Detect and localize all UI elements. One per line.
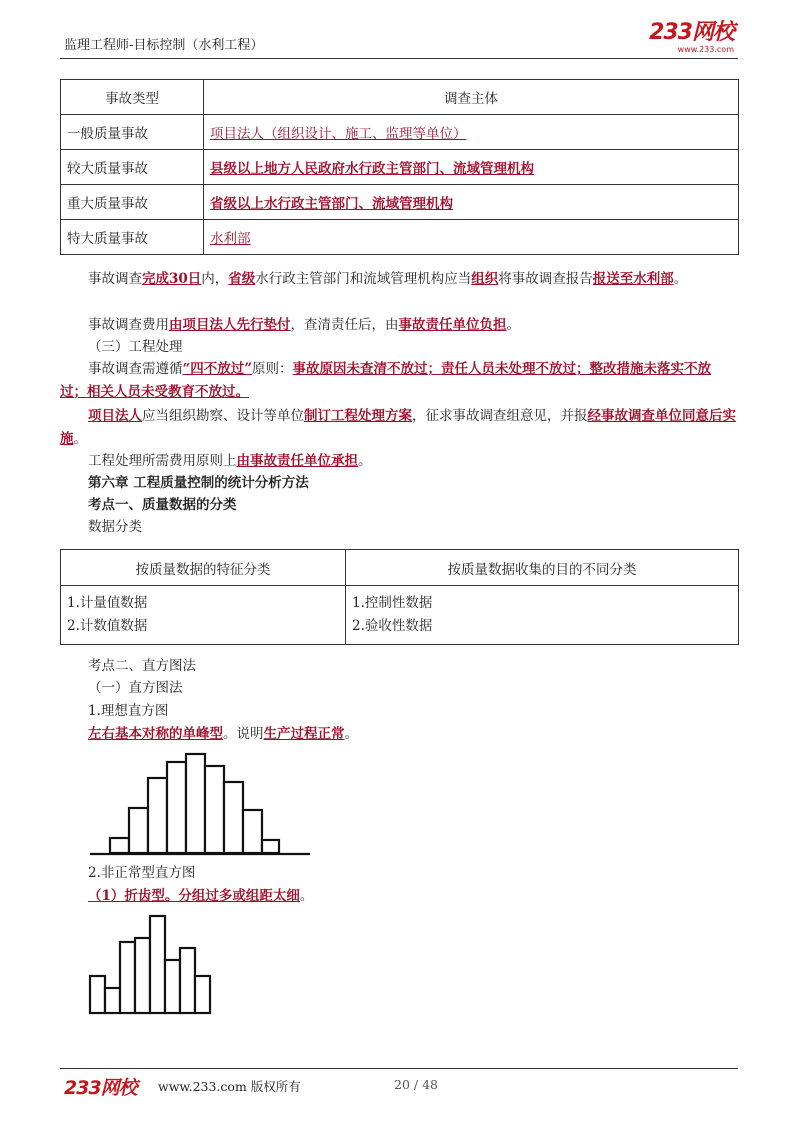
- footer-logo[interactable]: 233网校: [64, 1077, 137, 1099]
- footer-copyright: www.233.com 版权所有: [158, 1079, 301, 1094]
- paragraph-four-not-let-go: 事故调查需遵循“四不放过”原则：事故原因未查清不放过；责任人员未处理不放过；整改措施未落实不放过；相关人员未受教育不放过。: [60, 361, 712, 400]
- table-header-type: 事故类型: [61, 80, 204, 115]
- histogram-bar: [243, 810, 262, 853]
- data-classification-table: [60, 549, 739, 645]
- histogram-bar: [135, 938, 150, 1013]
- table-header-feature: 按质量数据的特征分类: [61, 550, 346, 586]
- logo-text: 233网校: [649, 20, 734, 45]
- table-row: 重大质量事故 省级以上水行政主管部门、流域管理机构: [61, 185, 739, 220]
- histogram-bar: [205, 766, 224, 853]
- jagged-histogram-figure: [86, 910, 226, 1018]
- paragraph-treatment-plan: 项目法人应当组织勘察、设计等单位制订工程处理方案，征求事故调查组意见，并报经事故调查单位同意后实施。: [60, 408, 736, 447]
- histogram-bar: [90, 976, 105, 1013]
- logo-url: www.233.com: [677, 45, 734, 54]
- histogram-bar: [186, 754, 205, 853]
- brand-logo[interactable]: [649, 22, 734, 55]
- histogram-bar: [167, 762, 186, 853]
- chapter-title: 第六章 工程质量控制的统计分析方法: [88, 475, 309, 491]
- ideal-histogram-description: 左右基本对称的单峰型。说明生产过程正常。: [88, 726, 358, 742]
- table-header-body: 调查主体: [204, 80, 739, 115]
- histogram-bar: [224, 782, 243, 853]
- table-row: 一般质量事故 项目法人（组织设计、施工、监理等单位）: [61, 115, 739, 150]
- paragraph-treatment-cost: 工程处理所需费用原则上由事故责任单位承担。: [88, 453, 372, 469]
- page-number: 20 / 48: [394, 1077, 438, 1092]
- histogram-bar: [165, 960, 180, 1013]
- histogram-bar: [110, 838, 129, 853]
- abnormal-histogram-heading: 2.非正常型直方图: [88, 865, 196, 881]
- point-one-heading: 考点一、质量数据的分类: [88, 497, 237, 513]
- section-engineering-treatment: （三）工程处理: [88, 339, 183, 355]
- histogram-bar: [148, 778, 167, 853]
- table-row: 特大质量事故 水利部: [61, 220, 739, 255]
- table-row: 1.计量值数据 2.计数值数据 1.控制性数据 2.验收性数据: [61, 586, 739, 645]
- table-header-purpose: 按质量数据收集的目的不同分类: [346, 550, 739, 586]
- histogram-bar: [129, 808, 148, 853]
- point-two-heading: 考点二、直方图法: [88, 658, 196, 674]
- histogram-bar: [150, 916, 165, 1013]
- ideal-histogram-heading: 1.理想直方图: [88, 703, 169, 719]
- header-divider: [60, 58, 738, 59]
- header-title: 监理工程师-目标控制（水利工程）: [64, 38, 264, 53]
- histogram-bar: [262, 840, 279, 853]
- abnormal-histogram-description: （1）折齿型。分组过多或组距太细。: [88, 888, 314, 904]
- data-classification-label: 数据分类: [88, 519, 142, 535]
- paragraph-investigation-cost: 事故调查费用由项目法人先行垫付，查清责任后，由事故责任单位负担。: [88, 317, 520, 333]
- table-row: 较大质量事故 县级以上地方人民政府水行政主管部门、流域管理机构: [61, 150, 739, 185]
- histogram-method-heading: （一）直方图法: [88, 680, 183, 696]
- histogram-bar: [120, 942, 135, 1013]
- accident-investigation-table: [60, 79, 739, 255]
- ideal-histogram-figure: [88, 748, 314, 860]
- histogram-bar: [195, 976, 210, 1013]
- paragraph-investigation-deadline: 事故调查完成30日内，省级水行政主管部门和流域管理机构应当组织将事故调查报告报送至水利部。: [88, 271, 688, 287]
- histogram-bar: [180, 948, 195, 1013]
- histogram-bar: [105, 988, 120, 1013]
- footer-divider: [60, 1068, 738, 1069]
